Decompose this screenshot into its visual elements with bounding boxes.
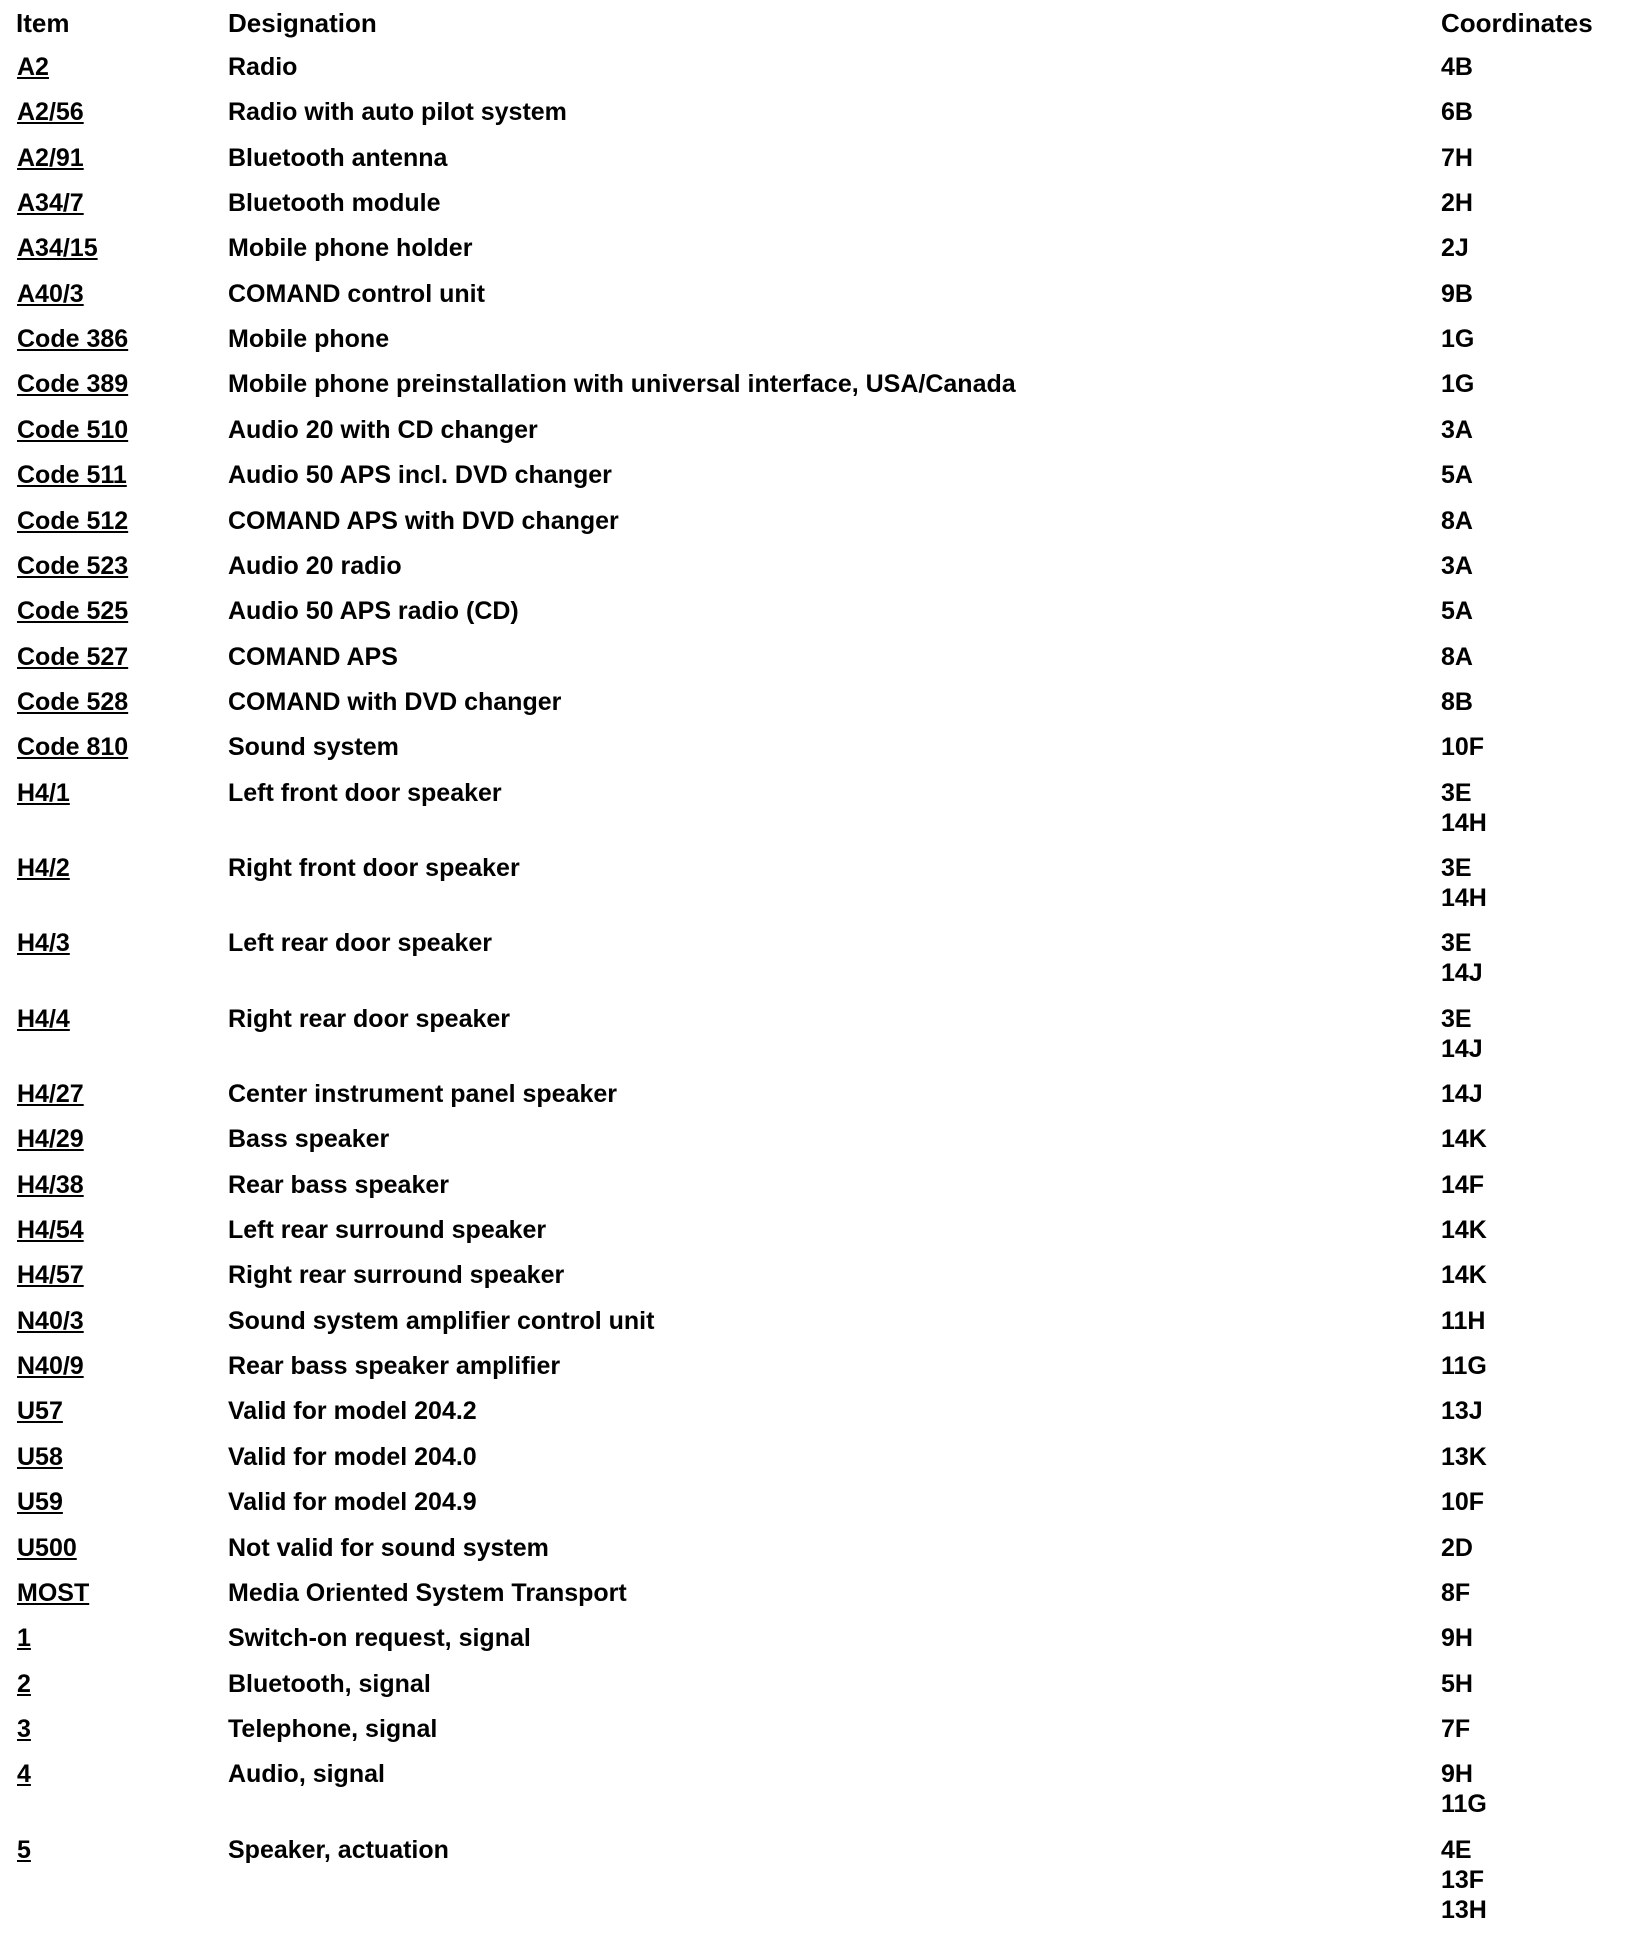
coordinate-value: 11G [1441, 1790, 1487, 1819]
item-link[interactable]: 2 [17, 1669, 31, 1698]
item-link[interactable]: U59 [17, 1488, 63, 1517]
item-link[interactable]: H4/1 [17, 778, 70, 807]
coordinates-cell [1441, 1835, 1487, 1925]
coordinates-cell [1441, 1623, 1473, 1653]
item-link[interactable]: Code 810 [17, 733, 129, 762]
designation-text: Audio 20 radio [228, 551, 402, 580]
item-link[interactable]: 1 [17, 1624, 31, 1653]
coordinate-value: 5A [1441, 597, 1473, 626]
coordinate-value: 9B [1441, 279, 1473, 308]
designation-text: Bluetooth module [228, 189, 441, 218]
coordinate-value: 4B [1441, 53, 1473, 81]
designation-text: Valid for model 204.9 [228, 1488, 477, 1517]
coordinates-cell [1441, 143, 1473, 173]
coordinate-value: 9H [1441, 1624, 1473, 1653]
item-link[interactable]: 4 [17, 1760, 31, 1789]
item-link[interactable]: H4/57 [17, 1261, 84, 1290]
coordinate-value: 3A [1441, 415, 1473, 444]
designation-text: Rear bass speaker [228, 1170, 449, 1199]
item-link[interactable]: H4/38 [17, 1170, 84, 1199]
coordinates-cell [1441, 415, 1473, 445]
coordinates-cell [1441, 369, 1474, 399]
designation-text: Mobile phone preinstallation with universal interface, USA/Canada [228, 370, 1016, 399]
coordinates-cell [1441, 687, 1473, 717]
coordinate-value: 8A [1441, 506, 1473, 535]
coordinate-value: 14F [1441, 1170, 1485, 1199]
designation-text: Audio 50 APS incl. DVD changer [228, 461, 612, 490]
designation-text: Left rear surround speaker [228, 1216, 547, 1245]
coordinate-value: 13J [1441, 1397, 1483, 1426]
coordinates-cell [1441, 1170, 1484, 1200]
item-link[interactable]: H4/54 [17, 1216, 84, 1245]
designation-text: Left rear door speaker [228, 929, 492, 958]
coordinates-cell [1441, 1004, 1483, 1064]
coordinates-cell [1441, 853, 1487, 913]
designation-text: COMAND with DVD changer [228, 687, 562, 716]
item-link[interactable]: U58 [17, 1442, 63, 1471]
coordinate-value: 2H [1441, 189, 1473, 218]
designation-text: COMAND APS with DVD changer [228, 506, 619, 535]
coordinates-cell [1441, 1124, 1487, 1154]
coordinates-cell [1441, 506, 1473, 536]
coordinates-cell [1441, 1442, 1487, 1472]
coordinate-value: 3A [1441, 551, 1473, 580]
item-link[interactable]: H4/29 [17, 1125, 84, 1154]
coordinate-value: 5A [1441, 461, 1473, 490]
coordinate-value: 14J [1441, 1080, 1483, 1108]
coordinates-cell [1441, 1759, 1487, 1819]
designation-text: Sound system [228, 733, 399, 762]
item-link[interactable]: U500 [17, 1533, 77, 1562]
coordinates-cell [1441, 1306, 1485, 1336]
coordinates-cell [1441, 1487, 1484, 1517]
coordinate-value: 14J [1441, 1034, 1483, 1063]
coordinates-cell [1441, 52, 1473, 82]
coordinate-value: 8A [1441, 642, 1473, 671]
coordinate-value: 4E [1441, 1835, 1472, 1864]
coordinates-cell [1441, 97, 1473, 127]
coordinate-value: 8F [1441, 1578, 1471, 1607]
designation-text: Audio 20 with CD changer [228, 415, 538, 444]
designation-text: Mobile phone holder [228, 234, 473, 263]
item-link[interactable]: A2/56 [17, 98, 84, 127]
coordinate-value: 7F [1441, 1714, 1471, 1743]
item-link[interactable]: Code 389 [17, 370, 129, 399]
item-link[interactable]: Code 523 [17, 551, 129, 580]
coordinates-cell [1441, 596, 1473, 626]
designation-text: Radio with auto pilot system [228, 98, 567, 127]
coordinate-value: 9H [1441, 1760, 1473, 1789]
coordinate-value: 3E [1441, 1004, 1472, 1033]
header-designation: Designation [228, 8, 377, 38]
item-link[interactable]: Code 511 [17, 461, 127, 490]
designation-text: Audio, signal [228, 1760, 385, 1789]
item-link[interactable]: Code 510 [17, 415, 129, 444]
item-link[interactable]: Code 512 [17, 506, 129, 535]
item-link[interactable]: Code 386 [17, 325, 129, 354]
designation-text: Audio 50 APS radio (CD) [228, 597, 519, 626]
designation-text: Right front door speaker [228, 853, 520, 882]
designation-text: Bass speaker [228, 1125, 390, 1154]
coordinate-value: 3E [1441, 929, 1472, 958]
coordinate-value: 2J [1441, 234, 1469, 263]
designation-text: Bluetooth, signal [228, 1669, 431, 1698]
item-link[interactable]: Code 528 [17, 687, 129, 716]
coordinate-value: 13K [1441, 1442, 1487, 1471]
table-header [0, 0, 1632, 48]
coordinate-value: 5H [1441, 1669, 1473, 1698]
item-link[interactable]: H4/2 [17, 853, 70, 882]
item-link[interactable]: Code 527 [17, 642, 129, 671]
coordinate-value: 3E [1441, 778, 1472, 807]
item-link[interactable]: A40/3 [17, 279, 84, 308]
coordinate-value: 11H [1441, 1306, 1486, 1335]
coordinate-value: 8B [1441, 687, 1473, 716]
item-link[interactable]: H4/27 [17, 1080, 84, 1108]
coordinate-value: 1G [1441, 325, 1475, 354]
item-link[interactable]: 3 [17, 1714, 31, 1743]
designation-text: Center instrument panel speaker [228, 1080, 618, 1108]
designation-text: Telephone, signal [228, 1714, 438, 1743]
item-link[interactable]: 5 [17, 1835, 31, 1864]
designation-text: Radio [228, 53, 298, 81]
coordinates-cell [1441, 279, 1473, 309]
coordinates-cell [1441, 778, 1487, 838]
item-link[interactable]: Code 525 [17, 597, 129, 626]
item-link[interactable]: A2 [17, 53, 49, 81]
designation-text: Media Oriented System Transport [228, 1578, 627, 1607]
coordinate-value: 13H [1441, 1895, 1487, 1924]
coordinate-value: 14H [1441, 883, 1487, 912]
coordinates-cell [1441, 642, 1473, 672]
designation-text: Left front door speaker [228, 778, 502, 807]
item-link[interactable]: H4/3 [17, 929, 70, 958]
designation-text: Switch-on request, signal [228, 1624, 531, 1653]
designation-text: Mobile phone [228, 325, 390, 354]
coordinate-value: 14H [1441, 808, 1487, 837]
coordinate-value: 3E [1441, 853, 1472, 882]
designation-text: Bluetooth antenna [228, 143, 448, 172]
designation-text: Not valid for sound system [228, 1533, 549, 1562]
header-item: Item [16, 8, 70, 38]
item-link[interactable]: MOST [17, 1578, 90, 1607]
coordinates-cell [1441, 1578, 1470, 1608]
coordinates-cell [1441, 1669, 1473, 1699]
coordinates-cell [1441, 1533, 1473, 1563]
coordinate-value: 7H [1441, 143, 1473, 172]
designation-text: Valid for model 204.2 [228, 1397, 477, 1426]
coordinates-cell [1441, 324, 1474, 354]
table-body [0, 48, 1632, 1940]
coordinate-value: 13F [1441, 1865, 1485, 1894]
item-link[interactable]: U57 [17, 1397, 63, 1426]
coordinate-value: 1G [1441, 370, 1475, 399]
coordinate-value: 10F [1441, 733, 1485, 762]
coordinate-value: 10F [1441, 1488, 1485, 1517]
coordinates-cell [1441, 1079, 1483, 1109]
coordinates-cell [1441, 732, 1484, 762]
designation-text: Right rear door speaker [228, 1004, 511, 1033]
designation-text: COMAND APS [228, 642, 398, 671]
coordinate-value: 14K [1441, 1261, 1487, 1290]
item-link[interactable]: A34/7 [17, 189, 84, 218]
designation-text: COMAND control unit [228, 279, 485, 308]
coordinates-cell [1441, 928, 1483, 988]
coordinates-cell [1441, 1215, 1487, 1245]
coordinates-cell [1441, 1396, 1483, 1426]
item-link[interactable]: A2/91 [17, 143, 84, 172]
item-link[interactable]: H4/4 [17, 1004, 70, 1033]
header-coordinates: Coordinates [1441, 8, 1593, 38]
item-link[interactable]: N40/3 [17, 1306, 84, 1335]
coordinate-value: 14K [1441, 1216, 1487, 1245]
coordinates-cell [1441, 188, 1473, 218]
designation-text: Sound system amplifier control unit [228, 1306, 655, 1335]
coordinate-value: 2D [1441, 1533, 1473, 1562]
item-link[interactable]: N40/9 [17, 1352, 84, 1381]
coordinate-value: 11G [1441, 1352, 1487, 1381]
coordinate-value: 6B [1441, 98, 1473, 127]
coordinates-cell [1441, 1260, 1487, 1290]
coordinate-value: 14K [1441, 1125, 1487, 1154]
coordinates-cell [1441, 1714, 1470, 1744]
coordinates-cell [1441, 460, 1473, 490]
coordinates-cell [1441, 233, 1469, 263]
designation-text: Rear bass speaker amplifier [228, 1352, 561, 1381]
coordinates-cell [1441, 1351, 1487, 1381]
designation-text: Right rear surround speaker [228, 1261, 565, 1290]
coordinate-value: 14J [1441, 959, 1483, 988]
coordinates-cell [1441, 551, 1473, 581]
designation-text: Speaker, actuation [228, 1835, 449, 1864]
item-link[interactable]: A34/15 [17, 234, 98, 263]
designation-text: Valid for model 204.0 [228, 1442, 477, 1471]
